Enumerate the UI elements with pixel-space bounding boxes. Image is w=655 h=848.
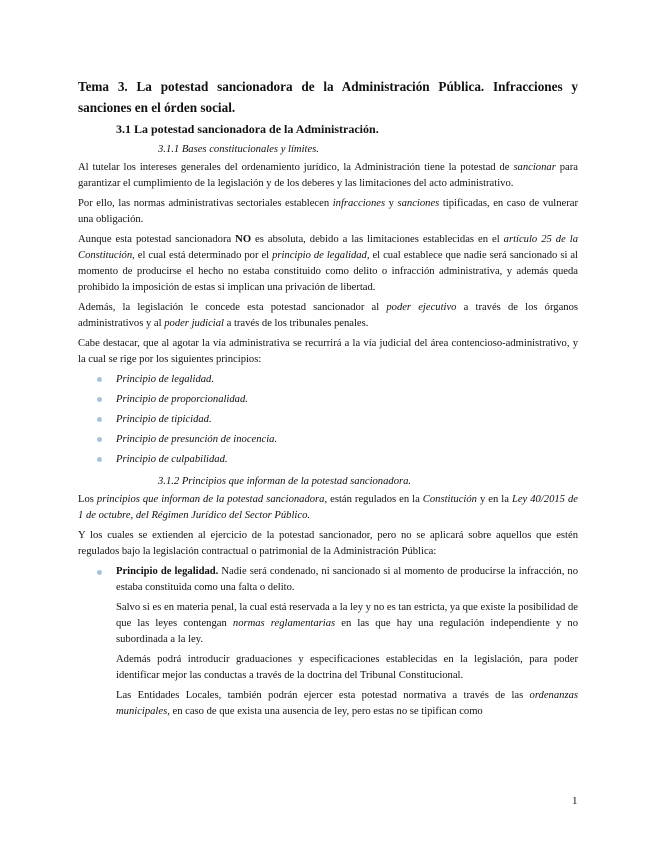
document-title: Tema 3. La potestad sancionadora de la Administración Pública. Infracciones y sanciones en el órden social. (78, 79, 578, 115)
paragraph: Además, la legislación le concede esta potestad sancionador al poder ejecutivo a través de los órganos administrativos y al poder judicial a través de los tribunales penales. (78, 302, 579, 329)
section-heading: 3.1 La potestad sancionadora de la Administración. (116, 122, 379, 136)
paragraph: Y los cuales se extienden al ejercicio de la potestad sancionador, pero no se aplicará sobre aquellos que estén regulados bajo la legislación contractual o patrimonial de la Administración Pública: (78, 530, 578, 557)
list-item: Principio de presunción de inocencia. (78, 432, 386, 448)
paragraph: Al tutelar los intereses generales del ordenamiento jurídico, la Administración tiene la potestad de sancionar para garantizar el cumplimiento de la legislación y de los deberes y las limitaciones del acto administrativo. (78, 162, 578, 189)
paragraph: Aunque esta potestad sancionadora NO es absoluta, debido a las limitaciones establecidas en el artículo 25 de la Constitución, el cual está determinado por el principio de legalidad, el cual establece que nadie será sancionado si al momento de producirse el hecho no estaba constituido como delito o infracción administrativa, y además queda prohibido la imposición de estas si implican una privación de libertad. (78, 234, 579, 293)
subsection-heading: 3.1.1 Bases constitucionales y límites. (158, 144, 319, 155)
page-number: 1 (572, 795, 578, 807)
paragraph: Cabe destacar, que al agotar la vía administrativa se recurrirá a la vía judicial del área contencioso-administrativo, y la cual se rige por los siguientes principios: (78, 338, 578, 365)
paragraph: Por ello, las normas administrativas sectoriales establecen infracciones y sanciones tipificadas, en caso de vulnerar una obligación. (78, 198, 579, 225)
paragraph: Principio de legalidad. Nadie será condenado, ni sancionado si al momento de producirse la infracción, no estaba constituida como una falta o delito. (116, 566, 579, 593)
list-item: Principio de proporcionalidad. (78, 392, 386, 408)
bullet-icon (97, 397, 102, 402)
document-page (78, 76, 578, 724)
bullet-icon (97, 417, 102, 422)
list-item: Principio de legalidad. (78, 372, 386, 388)
subsection-heading: 3.1.2 Principios que informan de la potestad sancionadora. (158, 476, 412, 487)
paragraph: Salvo si es en materia penal, la cual está reservada a la ley y no es tan estricta, ya que existe la posibilidad de que las leyes contengan normas reglamentarias en las que hay una regulación independiente y no subordinada a la ley. (116, 602, 578, 645)
principles-list (78, 372, 578, 472)
paragraph: Los principios que informan de la potestad sancionadora, están regulados en la Constitución y en la Ley 40/2015 de 1 de octubre, del Régimen Jurídico del Sector Público. (78, 494, 578, 521)
bullet-icon (97, 570, 102, 575)
bullet-icon (97, 437, 102, 442)
list-item: Principio de culpabilidad. (78, 452, 386, 468)
bullet-icon (97, 457, 102, 462)
paragraph: Las Entidades Locales, también podrán ejercer esta potestad normativa a través de las ordenanzas municipales, en caso de que exista una ausencia de ley, pero estas no se tipifican como (116, 690, 578, 717)
list-item: Principio de tipicidad. (78, 412, 386, 428)
bullet-icon (97, 377, 102, 382)
paragraph: Además podrá introducir graduaciones y especificaciones establecidas en la legislación, para poder identificar mejor las conductas a través de la doctrina del Tribunal Constitucional. (116, 654, 578, 681)
principle-legalidad-item (78, 564, 578, 720)
